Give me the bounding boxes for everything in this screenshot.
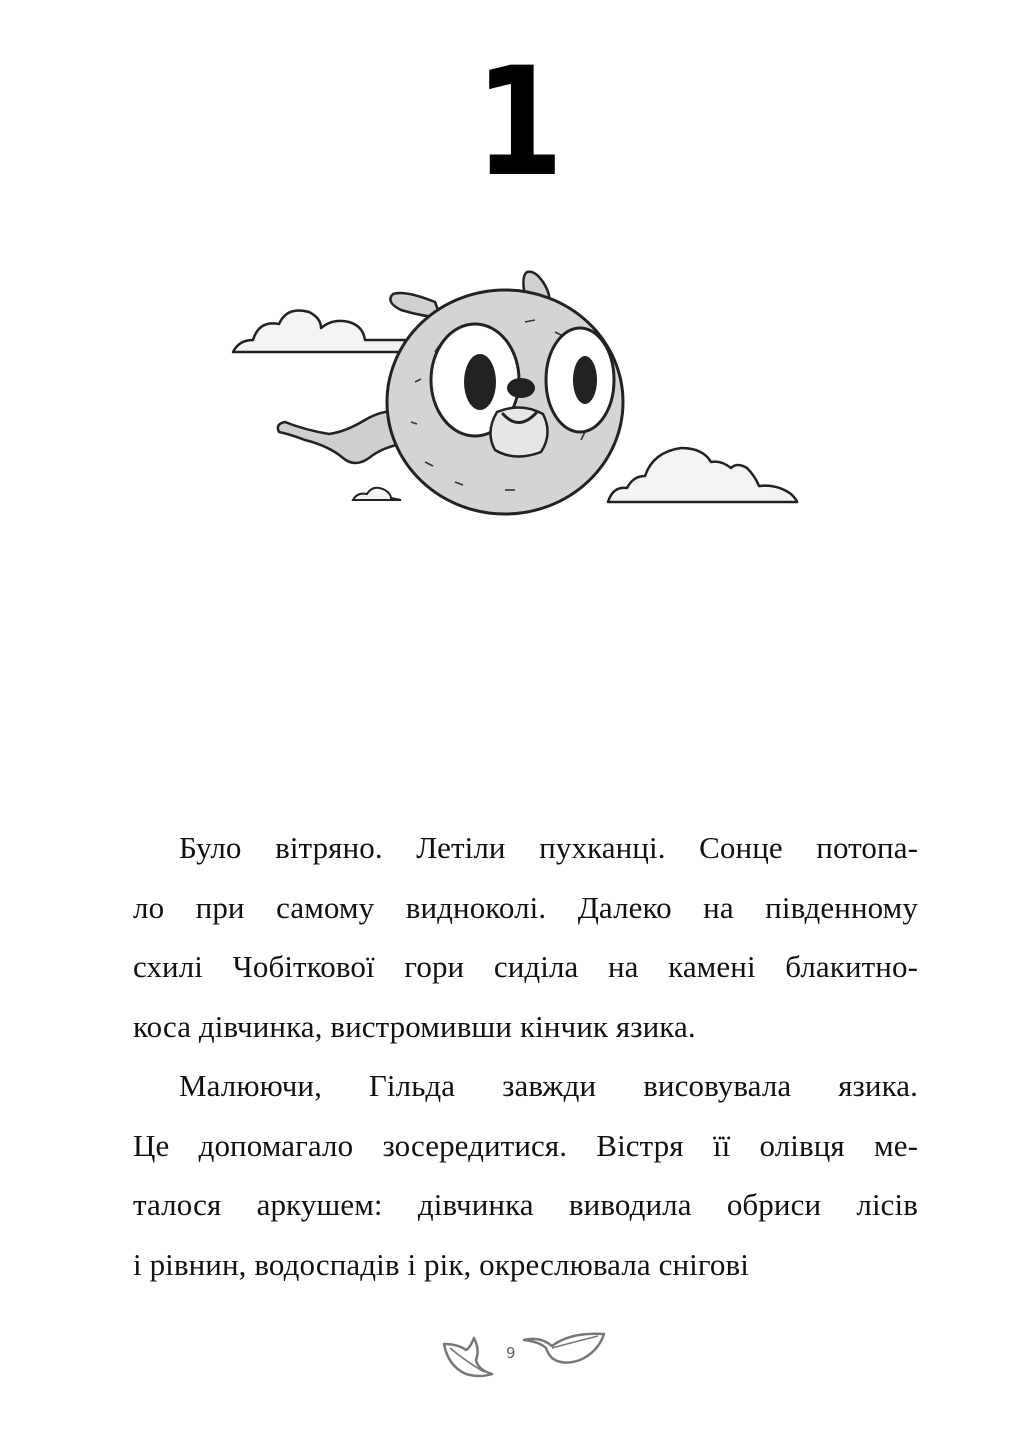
- leaf-left-icon: [440, 1330, 500, 1380]
- creature-snout: [490, 407, 547, 456]
- creature-nose: [507, 378, 535, 398]
- cloud-small-icon: [353, 488, 401, 500]
- cloud-right-icon: [608, 448, 797, 502]
- creature-tail: [278, 411, 405, 463]
- page-footer: [0, 1322, 1035, 1382]
- page-number: 9: [506, 1344, 516, 1362]
- leaf-right-icon: [522, 1326, 612, 1376]
- flying-creature-illustration: [225, 262, 815, 522]
- text-line: ло при самому видноколі. Далеко на південному: [133, 889, 918, 925]
- text-line: Це допомагало зосередитися. Вістря її олівця ме-: [133, 1127, 918, 1163]
- chapter-number: 1: [474, 36, 561, 210]
- text-line: Було вітряно. Летіли пухканці. Сонце потопа-: [179, 830, 918, 865]
- cloud-left-icon: [233, 311, 405, 353]
- chapter-body-text: [133, 818, 918, 1294]
- text-line: талося аркушем: дівчинка виводила обриси лісів: [133, 1187, 918, 1222]
- text-line: Малюючи, Гільда завжди висовувала язика.: [179, 1068, 918, 1103]
- text-line: і рівнин, водоспадів і рік, окреслювала снігові: [133, 1246, 749, 1282]
- text-line: схилі Чобіткової гори сиділа на камені блакитно-: [133, 949, 918, 984]
- text-line: коса дівчинка, вистромивши кінчик язика.: [133, 1008, 696, 1044]
